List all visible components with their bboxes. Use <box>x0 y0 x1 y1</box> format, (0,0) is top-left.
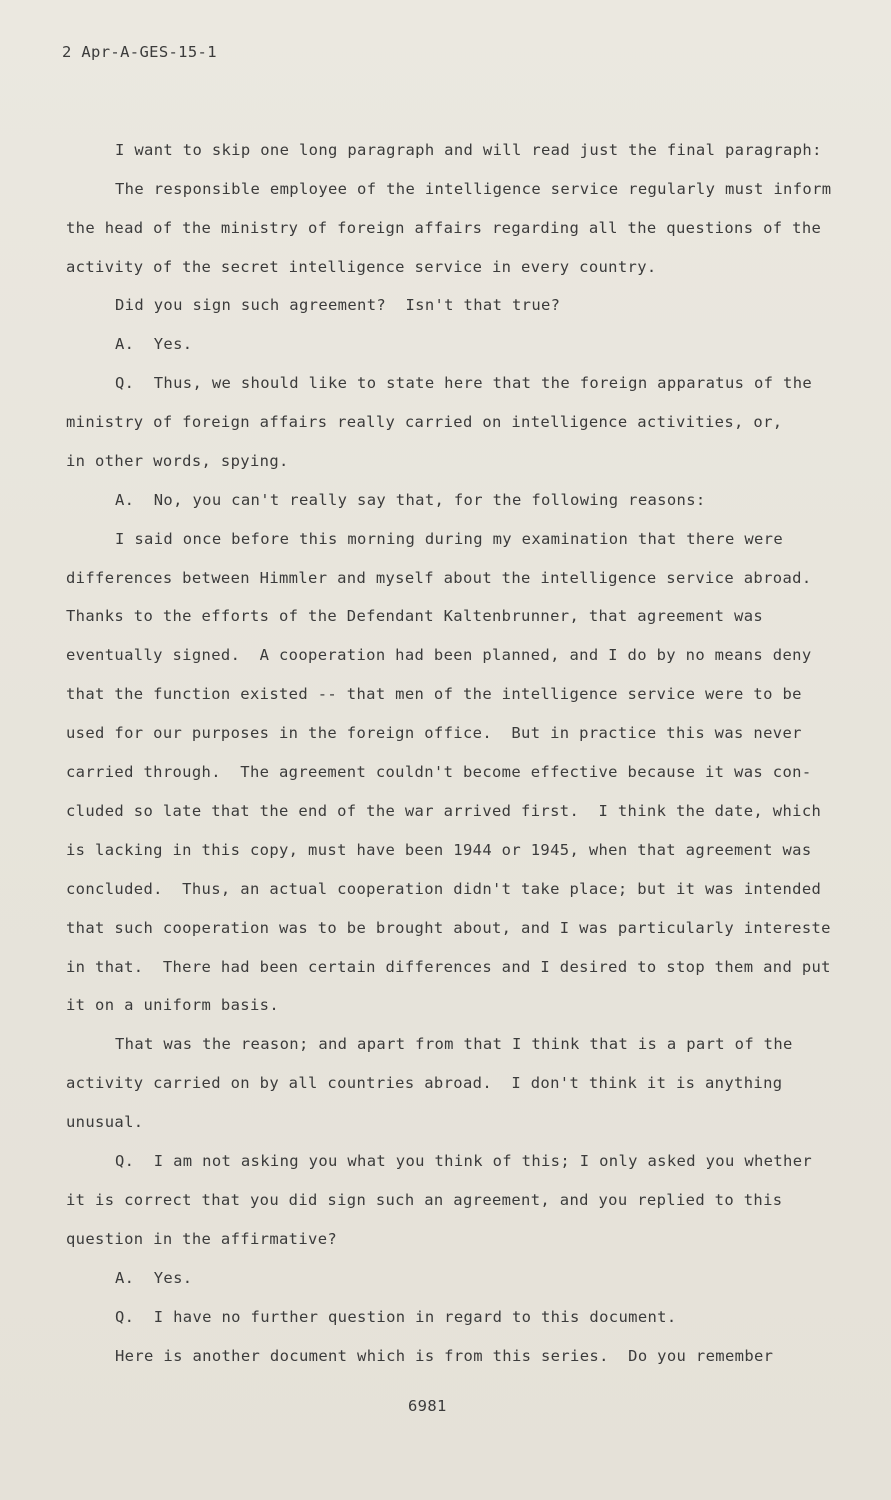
text-line: That was the reason; and apart from that I think that is a part of the <box>115 1035 793 1053</box>
text-line: in other words, spying. <box>66 452 289 470</box>
text-line: it is correct that you did sign such an agreement, and you replied to this <box>66 1191 783 1209</box>
document-reference: 2 Apr-A-GES-15-1 <box>62 43 217 61</box>
text-line: unusual. <box>66 1113 144 1131</box>
text-line: cluded so late that the end of the war arrived first. I think the date, which <box>66 802 822 820</box>
text-line: A. Yes. <box>115 335 193 353</box>
text-line: The responsible employee of the intelligence service regularly must inform <box>115 180 832 198</box>
text-line: concluded. Thus, an actual cooperation didn't take place; but it was intended <box>66 880 822 898</box>
text-line: Did you sign such agreement? Isn't that true? <box>115 296 561 314</box>
text-line: it on a uniform basis. <box>66 996 279 1014</box>
text-line: ministry of foreign affairs really carried on intelligence activities, or, <box>66 413 783 431</box>
text-line: in that. There had been certain differences and I desired to stop them and put <box>66 958 831 976</box>
page-number: 6981 <box>408 1397 447 1415</box>
text-line: Q. I am not asking you what you think of this; I only asked you whether <box>115 1152 813 1170</box>
text-line: Q. I have no further question in regard to this document. <box>115 1308 677 1326</box>
text-line: differences between Himmler and myself about the intelligence service abroad. <box>66 569 812 587</box>
text-line: A. Yes. <box>115 1269 193 1287</box>
text-line: I said once before this morning during my examination that there were <box>115 530 784 548</box>
text-line: question in the affirmative? <box>66 1230 338 1248</box>
text-line: Here is another document which is from this series. Do you remember <box>115 1347 774 1365</box>
text-line: activity carried on by all countries abroad. I don't think it is anything <box>66 1074 783 1092</box>
text-line: A. No, you can't really say that, for the following reasons: <box>115 491 706 509</box>
text-line: eventually signed. A cooperation had been planned, and I do by no means deny <box>66 646 812 664</box>
text-line: Q. Thus, we should like to state here that the foreign apparatus of the <box>115 374 813 392</box>
text-line: carried through. The agreement couldn't become effective because it was con- <box>66 763 812 781</box>
text-line: used for our purposes in the foreign office. But in practice this was never <box>66 724 802 742</box>
text-line: I want to skip one long paragraph and will read just the final paragraph: <box>115 141 822 159</box>
text-line: activity of the secret intelligence service in every country. <box>66 258 657 276</box>
text-line: is lacking in this copy, must have been 1944 or 1945, when that agreement was <box>66 841 812 859</box>
text-line: Thanks to the efforts of the Defendant Kaltenbrunner, that agreement was <box>66 607 764 625</box>
text-line: that the function existed -- that men of the intelligence service were to be <box>66 685 802 703</box>
text-line: that such cooperation was to be brought about, and I was particularly intereste <box>66 919 831 937</box>
text-line: the head of the ministry of foreign affairs regarding all the questions of the <box>66 219 822 237</box>
